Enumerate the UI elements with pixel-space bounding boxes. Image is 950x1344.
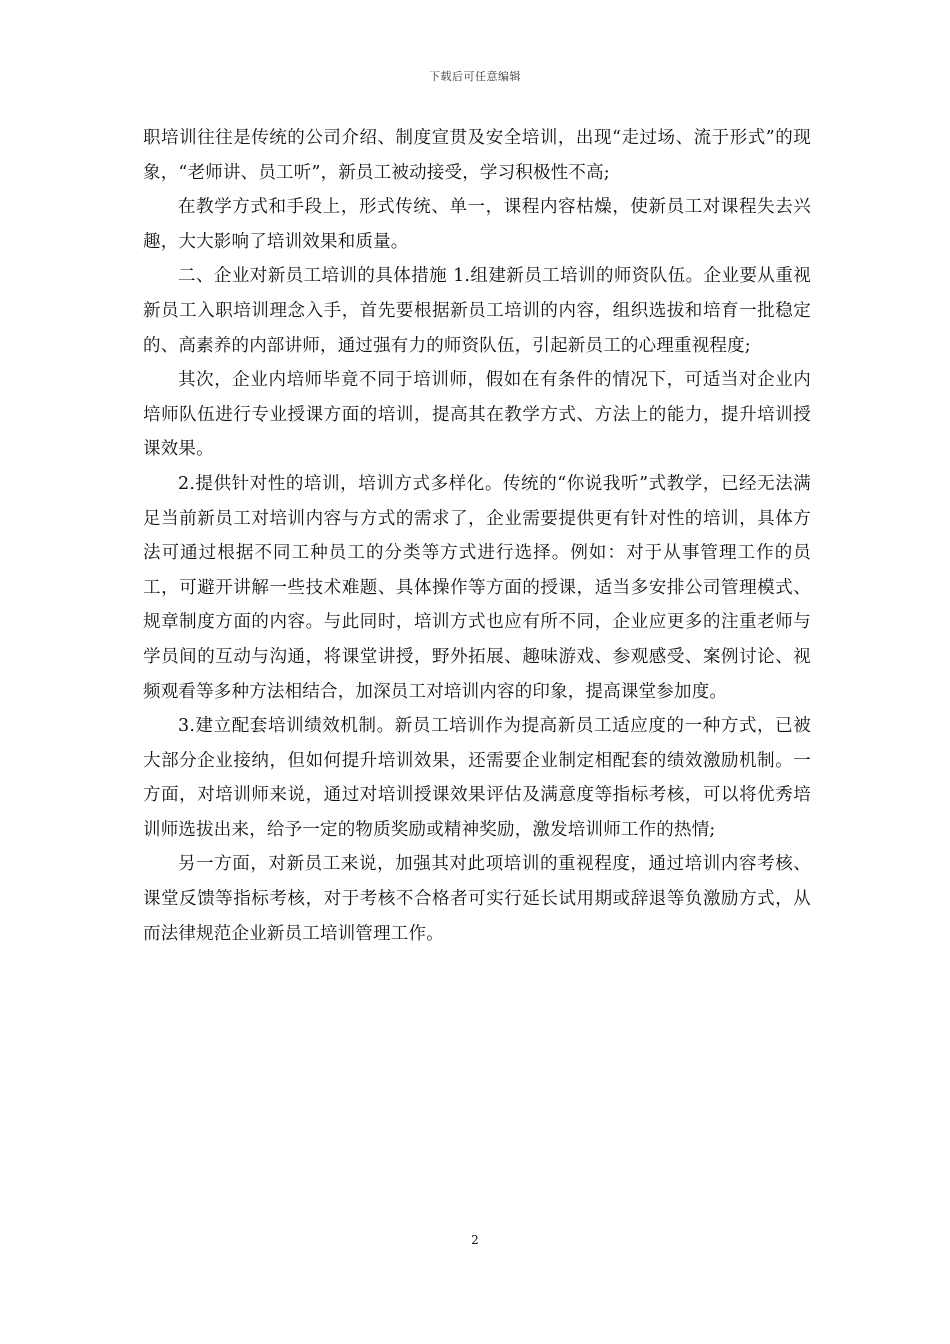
page-header: 下载后可任意编辑: [429, 70, 521, 83]
paragraph-1: 职培训往往是传统的公司介绍、制度宣贯及安全培训，出现“走过场、流于形式”的现象，“老师讲、员工听”，新员工被动接受，学习积极性不高;: [143, 128, 811, 183]
page-number: 2: [471, 1233, 479, 1247]
paragraph-5: 2.提供针对性的培训，培训方式多样化。传统的“你说我听”式教学，已经无法满足当前新员工对培训内容与方式的需求了，企业需要提供更有针对性的培训，具体方法可通过根据不同工种员工的分类等方式进行选择。例如：对于从事管理工作的员工，可避开讲解一些技术难题、具体操作等方面的授课，适当多安排公司管理模式、规章制度方面的内容。与此同时，培训方式也应有所不同，企业应更多的注重老师与学员间的互动与沟通，将课堂讲授，野外拓展、趣味游戏、参观感受、案例讨论、视频观看等多种方法相结合，加深员工对培训内容的印象，提高课堂参加度。: [143, 473, 811, 702]
paragraph-2: 在教学方式和手段上，形式传统、单一，课程内容枯燥，使新员工对课程失去兴趣，大大影响了培训效果和质量。: [143, 197, 811, 252]
paragraph-7: 另一方面，对新员工来说，加强其对此项培训的重视程度，通过培训内容考核、课堂反馈等指标考核，对于考核不合格者可实行延长试用期或辞退等负激励方式，从而法律规范企业新员工培训管理工作。: [143, 854, 811, 944]
document-body: [143, 121, 811, 951]
paragraph-3: 二、企业对新员工培训的具体措施 1.组建新员工培训的师资队伍。企业要从重视新员工入职培训理念入手，首先要根据新员工培训的内容，组织选拔和培育一批稳定的、高素养的内部讲师，通过强有力的师资队伍，引起新员工的心理重视程度;: [143, 266, 811, 356]
paragraph-4: 其次，企业内培师毕竟不同于培训师，假如在有条件的情况下，可适当对企业内培师队伍进行专业授课方面的培训，提高其在教学方式、方法上的能力，提升培训授课效果。: [143, 370, 811, 460]
paragraph-6: 3.建立配套培训绩效机制。新员工培训作为提高新员工适应度的一种方式，已被大部分企业接纳，但如何提升培训效果，还需要企业制定相配套的绩效激励机制。一方面，对培训师来说，通过对培训授课效果评估及满意度等指标考核，可以将优秀培训师选拔出来，给予一定的物质奖励或精神奖励，激发培训师工作的热情;: [143, 716, 811, 840]
